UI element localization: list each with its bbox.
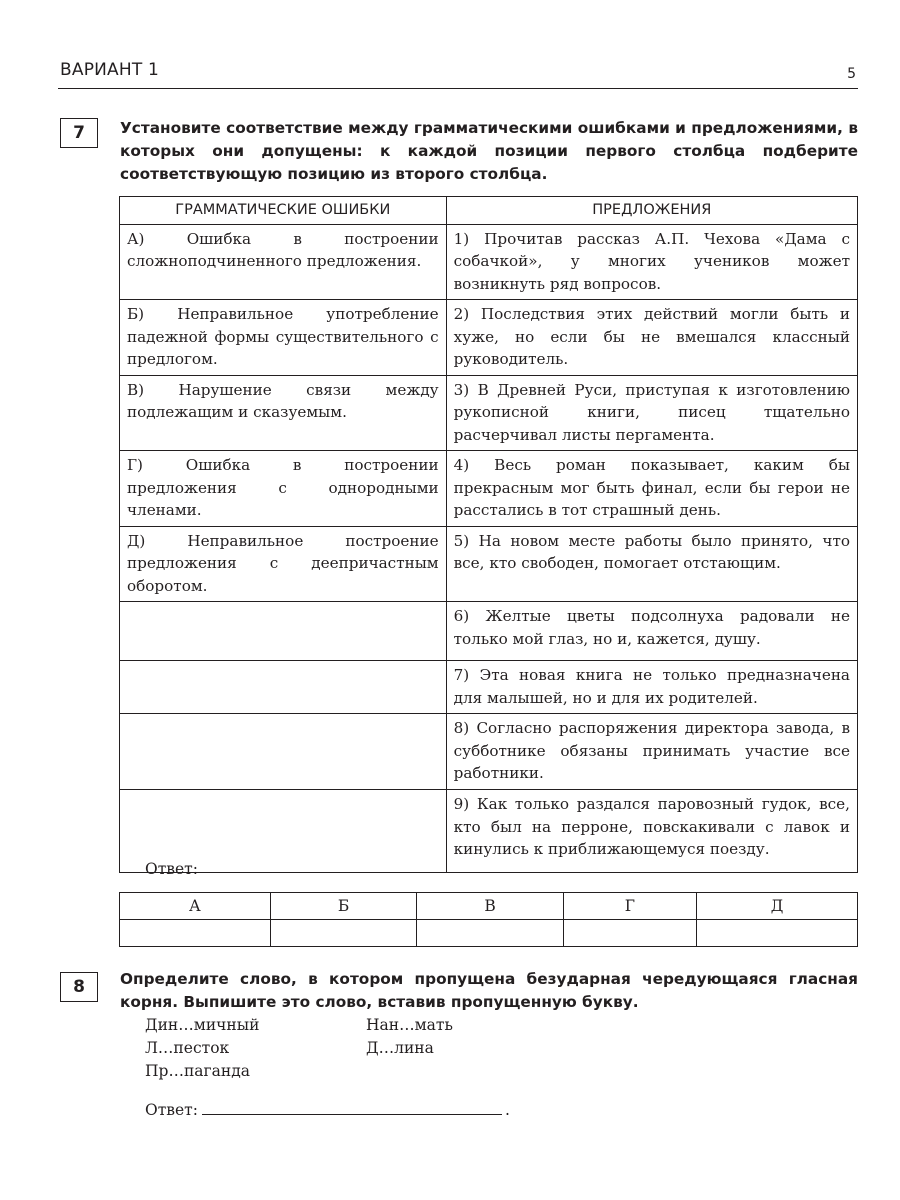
error-cell [120, 714, 447, 790]
answer-period: . [504, 1101, 510, 1119]
word-item: Пр…паганда [145, 1062, 250, 1080]
error-cell: Г) Ошибка в построении предложения с однородными членами. [120, 451, 447, 527]
error-cell [120, 661, 447, 714]
answer-grid-inputs [120, 920, 858, 947]
error-cell: В) Нарушение связи между подлежащим и сказуемым. [120, 375, 447, 451]
table-row [120, 375, 858, 451]
table-row [120, 451, 858, 527]
page-header [58, 58, 858, 89]
word-item: Д…лина [366, 1039, 434, 1057]
answer-cell-d[interactable] [697, 920, 858, 947]
table-row [120, 661, 858, 714]
sentence-cell: 8) Согласно распоряжения директора завода, в субботнике обязаны принимать участие все работники. [446, 714, 857, 790]
table-row [120, 224, 858, 300]
error-cell: А) Ошибка в построении сложноподчиненного предложения. [120, 224, 447, 300]
task-7-answer-label: Ответ: [145, 860, 198, 878]
sentence-cell: 2) Последствия этих действий могли быть и хуже, но если бы не вмешался классный руководитель. [446, 300, 857, 376]
error-cell [120, 602, 447, 661]
sentence-cell: 1) Прочитав рассказ А.П. Чехова «Дама с собачкой», у многих учеников может возникнуть ряд вопросов. [446, 224, 857, 300]
matching-table [119, 196, 858, 873]
task-number-7: 7 [60, 118, 98, 148]
error-cell: Д) Неправильное построение предложения с деепричастным оборотом. [120, 526, 447, 602]
variant-title: ВАРИАНТ 1 [60, 60, 160, 80]
header-sentences: ПРЕДЛОЖЕНИЯ [446, 197, 857, 225]
answer-column-label: Д [697, 893, 858, 920]
task-8-instruction: Определите слово, в котором пропущена безударная чередующаяся гласная корня. Выпишите это слово, вставив пропущенную букву. [120, 970, 858, 1011]
answer-column-label: В [417, 893, 564, 920]
answer-cell-v[interactable] [417, 920, 564, 947]
table-row [120, 300, 858, 376]
answer-grid-header [120, 893, 858, 920]
task-8-answer-label: Ответ: [145, 1101, 198, 1119]
error-cell: Б) Неправильное употребление падежной формы существительного с предлогом. [120, 300, 447, 376]
word-item: Дин…мичный [145, 1016, 260, 1034]
answer-grid [119, 892, 858, 947]
sentence-cell: 9) Как только раздался паровозный гудок, все, кто был на перроне, повскакивали с лавок и кинулись к приближающемуся поезду. [446, 790, 857, 873]
sentence-cell: 6) Желтые цветы подсолнуха радовали не только мой глаз, но и, кажется, душу. [446, 602, 857, 661]
task-number-8: 8 [60, 972, 98, 1002]
sentence-cell: 5) На новом месте работы было принято, что все, кто свободен, помогает отстающим. [446, 526, 857, 602]
answer-column-label: Б [270, 893, 417, 920]
task-8-answer-field[interactable] [202, 1098, 502, 1115]
matching-table-header [120, 197, 858, 225]
answer-cell-a[interactable] [120, 920, 271, 947]
sentence-cell: 3) В Древней Руси, приступая к изготовлению рукописной книги, писец тщательно расчерчивал листы пергамента. [446, 375, 857, 451]
sentence-cell: 4) Весь роман показывает, каким бы прекрасным мог быть финал, если бы герои не расстались в тот страшный день. [446, 451, 857, 527]
task-8-answer [145, 1098, 510, 1119]
answer-cell-b[interactable] [270, 920, 417, 947]
answer-column-label: А [120, 893, 271, 920]
sentence-cell: 7) Эта новая книга не только предназначена для малышей, но и для их родителей. [446, 661, 857, 714]
page-number: 5 [847, 66, 856, 82]
word-item: Нан…мать [366, 1016, 453, 1034]
table-row [120, 790, 858, 873]
table-row [120, 526, 858, 602]
word-item: Л…песток [145, 1039, 230, 1057]
header-errors: ГРАММАТИЧЕСКИЕ ОШИБКИ [120, 197, 447, 225]
answer-column-label: Г [563, 893, 696, 920]
task-7-instruction: Установите соответствие между грамматическими ошибками и предложениями, в которых они допущены: к каждой позиции первого столбца подберите соответствующую позицию из второго столбца. [120, 119, 858, 183]
table-row [120, 714, 858, 790]
answer-cell-g[interactable] [563, 920, 696, 947]
table-row [120, 602, 858, 661]
